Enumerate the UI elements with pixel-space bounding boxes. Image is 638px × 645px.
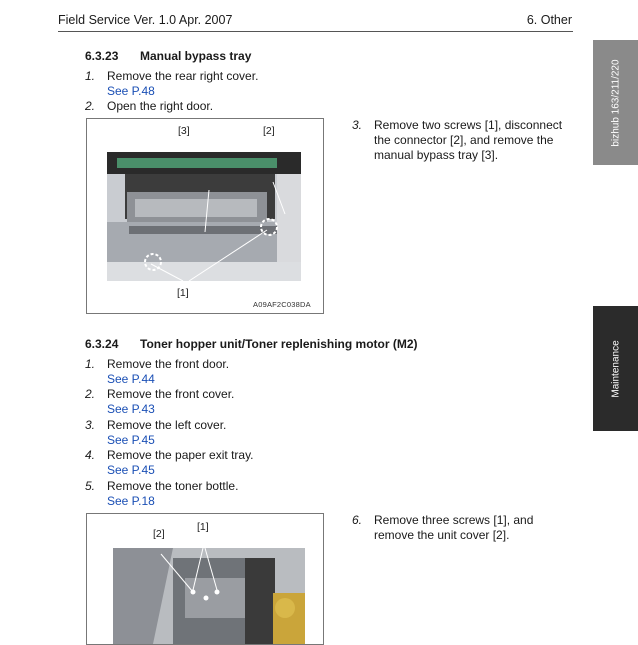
step-number: 1.: [85, 69, 96, 83]
step-text: Remove the toner bottle.: [107, 479, 239, 493]
step-item: [85, 99, 345, 115]
step-text: Remove the rear right cover.: [107, 69, 259, 83]
step-text-line: remove the unit cover [2].: [374, 528, 510, 542]
section-title: Manual bypass tray: [140, 49, 252, 63]
callout-3: [3]: [178, 125, 190, 137]
page-link[interactable]: See P.45: [107, 433, 155, 447]
step-text-line: Remove two screws [1], disconnect: [374, 118, 563, 132]
step-number: 1.: [85, 357, 96, 371]
photo-illustration: [107, 152, 301, 281]
header-right: 6. Other: [526, 13, 572, 27]
figure-manual-bypass-tray: [86, 118, 324, 314]
side-tab-section-label: Maintenance: [610, 339, 621, 398]
step-number: 5.: [85, 479, 96, 493]
step-item: [352, 513, 582, 545]
page-link[interactable]: See P.18: [107, 494, 155, 508]
step-item: [85, 418, 345, 450]
step-number: 6.: [352, 513, 363, 527]
section-heading-6-3-23: [85, 49, 485, 65]
step-text-line: the connector [2], and remove the: [374, 133, 554, 147]
step-number: 4.: [85, 448, 96, 462]
step-text: Remove the front door.: [107, 357, 230, 371]
header-left: Field Service Ver. 1.0 Apr. 2007: [58, 13, 233, 27]
step-number: 3.: [85, 418, 96, 432]
step-item: [85, 479, 345, 511]
callout-2: [2]: [263, 125, 275, 137]
step-item: [85, 387, 345, 419]
callout-1: [1]: [197, 521, 209, 533]
side-tab-model-label: bizhub 163/211/220: [610, 58, 621, 147]
callout-1: [1]: [177, 287, 189, 299]
section-number: 6.3.23: [85, 49, 119, 63]
step-text: Remove the left cover.: [107, 418, 227, 432]
step-text: Remove the paper exit tray.: [107, 448, 254, 462]
side-tab-model: [593, 40, 638, 165]
section-heading-6-3-24: [85, 337, 545, 353]
callout-2: [2]: [153, 528, 165, 540]
photo-printer-right-side: [107, 152, 301, 281]
step-number: 2.: [85, 387, 96, 401]
step-number: 2.: [85, 99, 96, 113]
figure-code: A09AF2C038DA: [253, 300, 311, 309]
step-text: Open the right door.: [107, 99, 214, 113]
step-item: [85, 448, 345, 480]
side-tab-section: [593, 306, 638, 431]
step-text: Remove the front cover.: [107, 387, 235, 401]
step-item: [352, 118, 582, 166]
figure-toner-hopper: [86, 513, 324, 645]
header-rule: [58, 31, 573, 32]
section-number: 6.3.24: [85, 337, 119, 351]
step-item: [85, 69, 345, 101]
page-link[interactable]: See P.45: [107, 463, 155, 477]
step-item: [85, 357, 345, 389]
page-link[interactable]: See P.48: [107, 84, 155, 98]
step-number: 3.: [352, 118, 363, 132]
section-title: Toner hopper unit/Toner replenishing motor (M2): [140, 337, 418, 351]
page-link[interactable]: See P.43: [107, 402, 155, 416]
step-text-line: manual bypass tray [3].: [374, 148, 499, 162]
step-text-line: Remove three screws [1], and: [374, 513, 534, 527]
page-link[interactable]: See P.44: [107, 372, 155, 386]
